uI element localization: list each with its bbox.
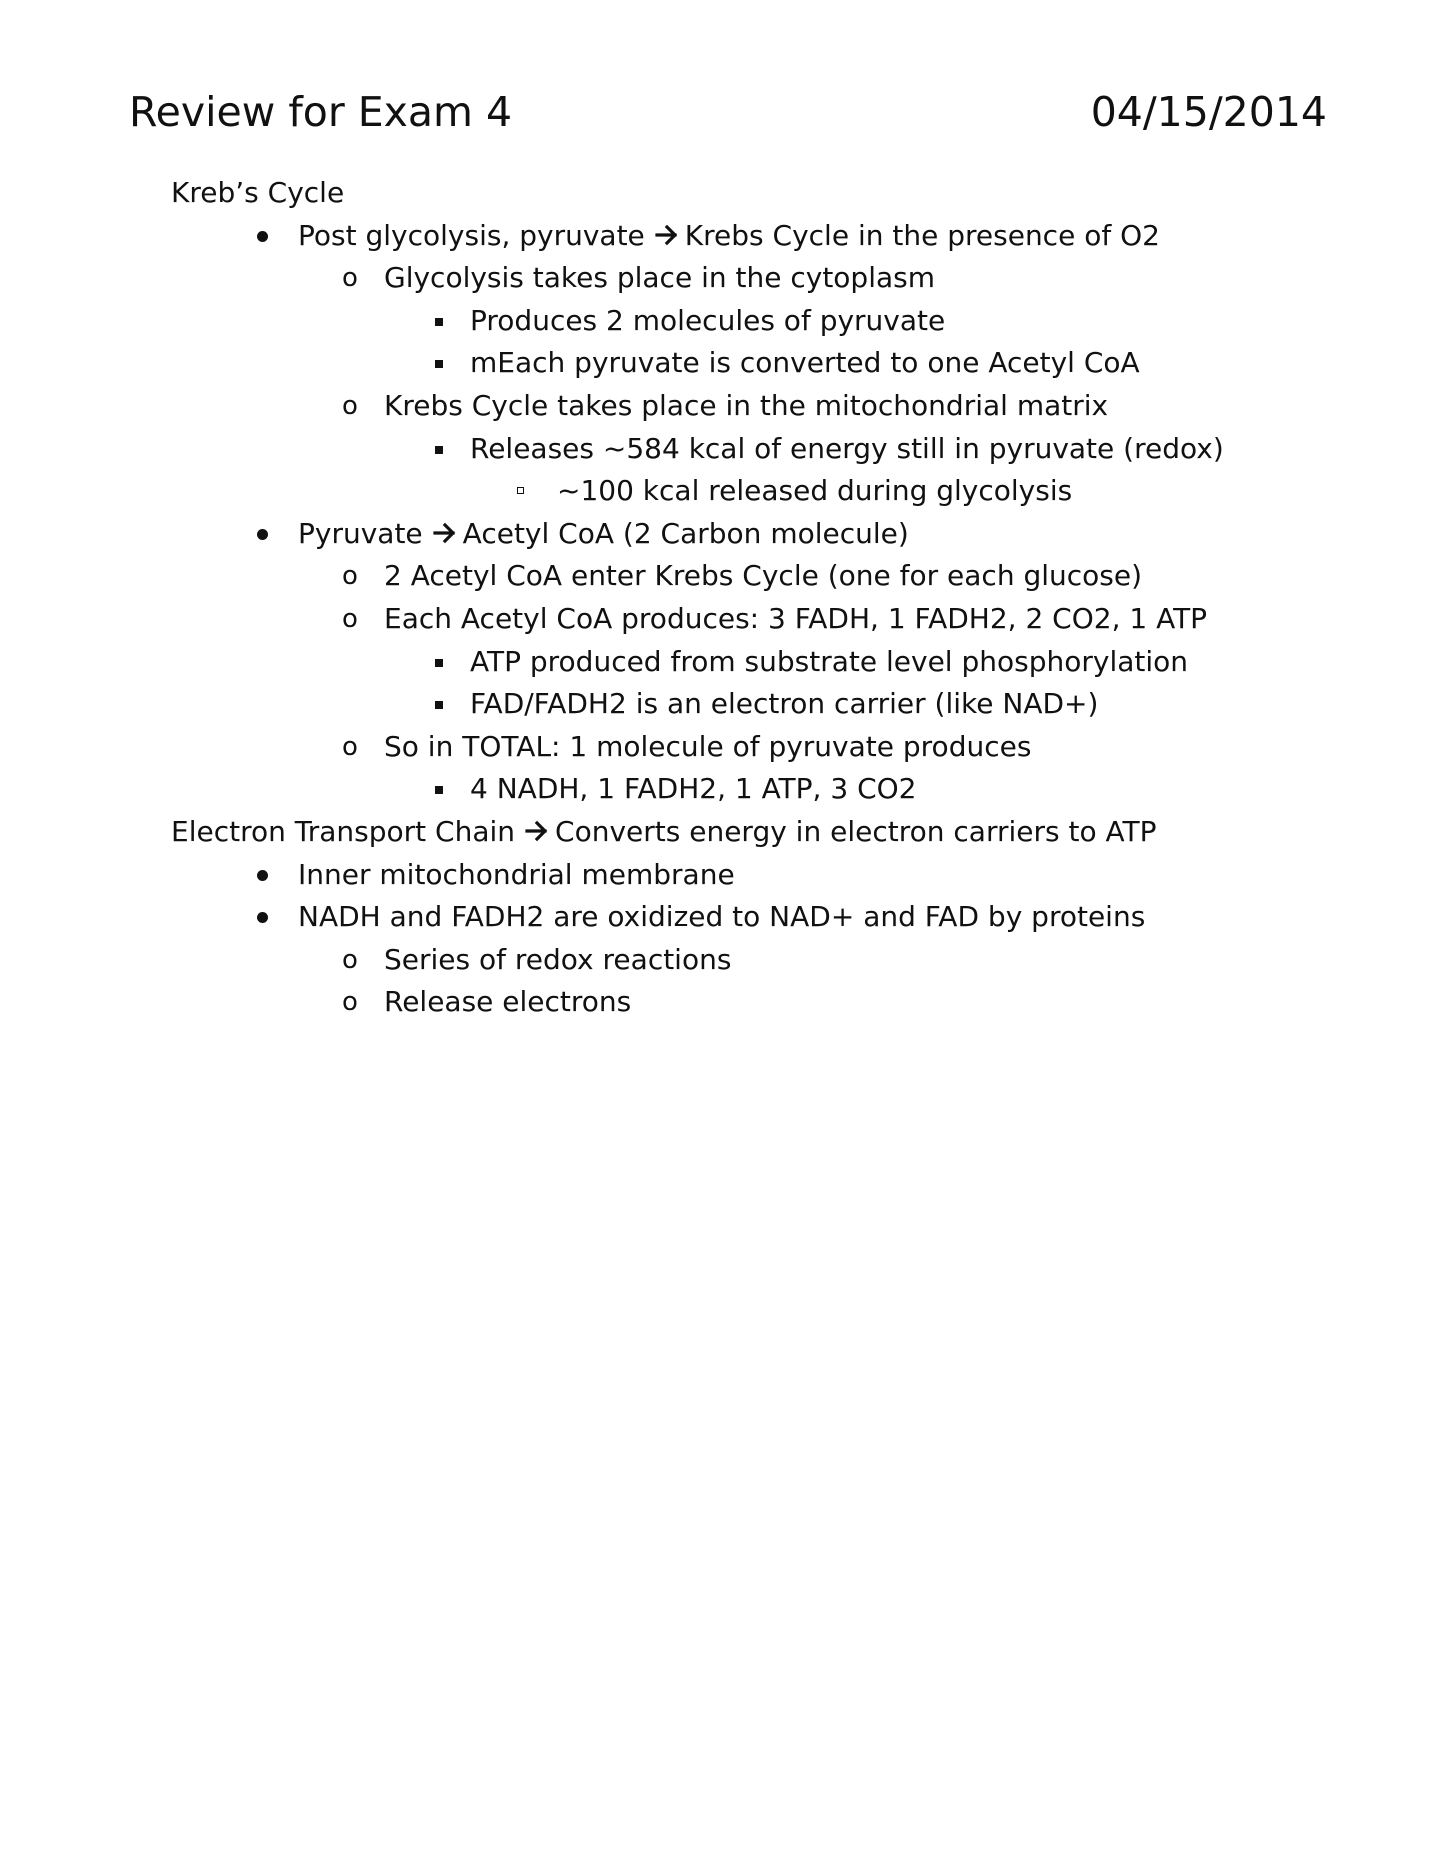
outline-text [384,555,1142,597]
outline-text-main: mEach pyruvate is converted to one Acetyl CoA [470,346,1140,380]
outline-text-main: FAD/FADH2 is an electron carrier (like NAD+) [470,687,1099,721]
bullet-disc-icon [257,912,268,923]
outline-text [171,811,1156,853]
outline-line [0,428,1456,470]
outline-text-main: So in TOTAL: 1 molecule of pyruvate produces [384,729,1032,763]
outline-line [0,981,1456,1023]
bullet-circle-icon: o [342,731,358,762]
outline-text-main: ~100 kcal released during glycolysis [557,474,1073,508]
bullet-disc-icon [257,870,268,881]
outline-line [0,470,1456,512]
outline-text-main: Krebs Cycle takes place in the mitochondrial matrix [384,389,1109,422]
outline-text-main: Series of redox reactions [384,942,732,976]
outline-line [0,300,1456,342]
outline-text [470,428,1224,470]
outline-text-main: Produces 2 molecules of pyruvate [470,303,946,337]
bullet-square-icon [435,701,443,709]
arrow-right-icon [433,519,457,547]
bullet-square-icon [435,659,443,667]
outline-text [298,896,1145,938]
outline-line [0,257,1456,299]
outline-text [470,768,916,810]
bullet-square-icon [435,446,443,454]
outline-line [0,641,1456,683]
bullet-circle-icon: o [342,561,358,592]
outline-text [384,981,631,1023]
bullet-square-icon [435,360,443,368]
outline-text-after-arrow: Converts energy in electron carriers to ATP [555,815,1157,848]
outline-text [470,683,1098,725]
bullet-circle-icon: o [342,263,358,294]
bullet-circle-icon: o [342,987,358,1018]
outline-text-after-arrow: Acetyl CoA (2 Carbon molecule) [462,516,909,550]
outline-text-main: Glycolysis takes place in the cytoplasm [384,261,936,295]
bullet-disc-icon [257,529,268,540]
page-header [129,86,1327,138]
outline-text [384,939,731,981]
outline-line [0,726,1456,768]
page-title: Review for Exam 4 [129,88,513,136]
outline-text-main: Electron Transport Chain [171,815,516,848]
outline-text [470,641,1188,683]
outline-line [0,172,1456,214]
page-date: 04/15/2014 [1090,88,1327,136]
outline-text [557,470,1072,512]
bullet-circle-icon: o [342,391,358,421]
outline-text-main: 2 Acetyl CoA enter Krebs Cycle (one for each glucose) [384,559,1143,593]
outline-text [298,215,1160,257]
outline-text-main: Inner mitochondrial membrane [298,857,735,891]
outline-text-after-arrow: Krebs Cycle in the presence of O2 [684,218,1160,252]
outline-text [298,513,909,555]
outline-text-main: Release electrons [384,985,632,1019]
outline-line [0,215,1456,257]
outline-line [0,768,1456,810]
bullet-circle-icon: o [342,604,358,634]
outline-text-main: Pyruvate [298,516,423,550]
outline-text-main: Each Acetyl CoA produces: 3 FADH, 1 FADH2, 2 CO2, 1 ATP [384,602,1208,635]
outline-text [384,726,1031,768]
arrow-right-icon [655,221,679,249]
outline-text [298,854,735,896]
outline-line [0,555,1456,597]
outline-text [470,300,945,342]
outline-line [0,811,1456,853]
outline-text-main: Post glycolysis, pyruvate [298,218,645,252]
outline-line [0,683,1456,725]
outline-text [384,385,1108,427]
bullet-circle-icon: o [342,944,358,975]
outline-text [384,598,1207,640]
outline-text [171,172,344,214]
bullet-square-icon [435,786,443,794]
outline-line [0,896,1456,938]
outline-text-main: Kreb’s Cycle [171,176,345,209]
outline-text-main: ATP produced from substrate level phosphorylation [470,644,1189,678]
outline-line [0,598,1456,640]
bullet-square-icon [435,318,443,326]
bullet-hollow-square-icon [517,487,524,494]
outline-line [0,342,1456,384]
outline-text-main: Releases ~584 kcal of energy still in pyruvate (redox) [470,431,1224,465]
outline-line [0,385,1456,427]
arrow-right-icon [525,817,549,845]
outline-text [470,342,1140,384]
bullet-disc-icon [257,231,268,242]
outline-text [384,257,935,299]
outline-text-main: NADH and FADH2 are oxidized to NAD+ and FAD by proteins [298,900,1146,934]
outline-text-main: 4 NADH, 1 FADH2, 1 ATP, 3 CO2 [470,772,917,806]
outline-line [0,513,1456,555]
outline-line [0,939,1456,981]
outline-line [0,854,1456,896]
